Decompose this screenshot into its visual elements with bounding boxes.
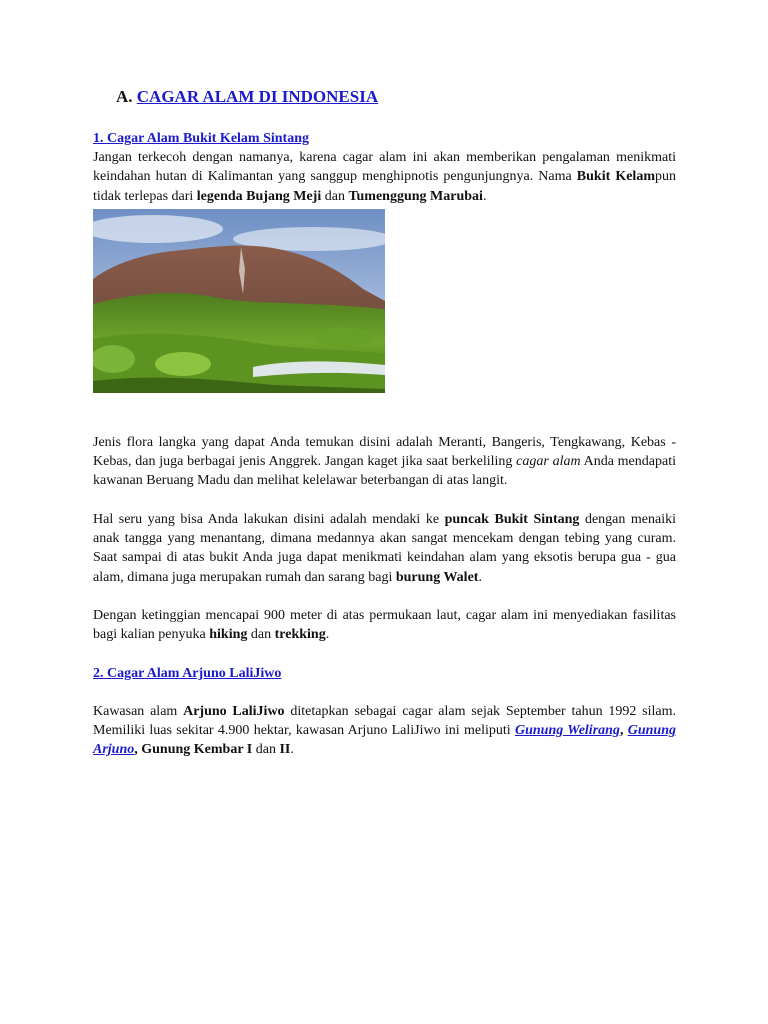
- section1-paragraph-3: Hal seru yang bisa Anda lakukan disini adalah mendaki ke puncak Bukit Sintang dengan menaiki anak tangga yang menantang, dimana medannya akan sangat mencekam dengan tebing yang curam. Saat sampai di atas bukit Anda juga dapat menikmati keindahan alam yang eksotis berupa gua - gua alam, dimana juga merupakan rumah dan sarang bagi burung Walet.: [93, 511, 676, 585]
- section1-paragraph-2: Jenis flora langka yang dapat Anda temukan disini adalah Meranti, Bangeris, Tengkawang, Kebas - Kebas, dan juga berbagai jenis Anggrek. Jangan kaget jika saat berkeliling cagar alam Anda mendapati kawanan Beruang Madu dan melihat kelelawar beterbangan di atas langit.: [93, 434, 676, 489]
- section2-title-link[interactable]: 2. Cagar Alam Arjuno LaliJiwo: [93, 665, 282, 681]
- heading-letter: A.: [116, 87, 133, 106]
- section1-paragraph-1: Jangan terkecoh dengan namanya, karena cagar alam ini akan memberikan pengalaman menikmati keindahan hutan di Kalimantan yang sanggup menghipnotis pengunjungnya. Nama Bukit Kelampun tidak terlepas dari legenda Bujang Meji dan Tumenggung Marubai.: [93, 150, 676, 204]
- heading-link[interactable]: CAGAR ALAM DI INDONESIA: [136, 87, 379, 106]
- gunung-arjuno-link[interactable]: Gunung Arjuno: [93, 722, 677, 758]
- section1-title-link[interactable]: 1. Cagar Alam Bukit Kelam Sintang: [93, 131, 309, 146]
- section-heading: [116, 86, 676, 108]
- document-page: [93, 86, 676, 759]
- section2-paragraph-1: Kawasan alam Arjuno LaliJiwo ditetapkan sebagai cagar alam sejak September tahun 1992 silam. Memiliki luas sekitar 4.900 hektar, kawasan Arjuno LaliJiwo ini meliputi Gunung Welirang, Gunung Arjuno, Gunung Kembar I dan II.: [93, 703, 677, 758]
- section1-paragraph-4: Dengan ketinggian mencapai 900 meter di atas permukaan laut, cagar alam ini menyediakan fasilitas bagi kalian penyuka hiking dan trekking.: [93, 607, 676, 643]
- gunung-welirang-link[interactable]: Gunung Welirang: [514, 722, 620, 738]
- bukit-kelam-photo: [93, 209, 385, 393]
